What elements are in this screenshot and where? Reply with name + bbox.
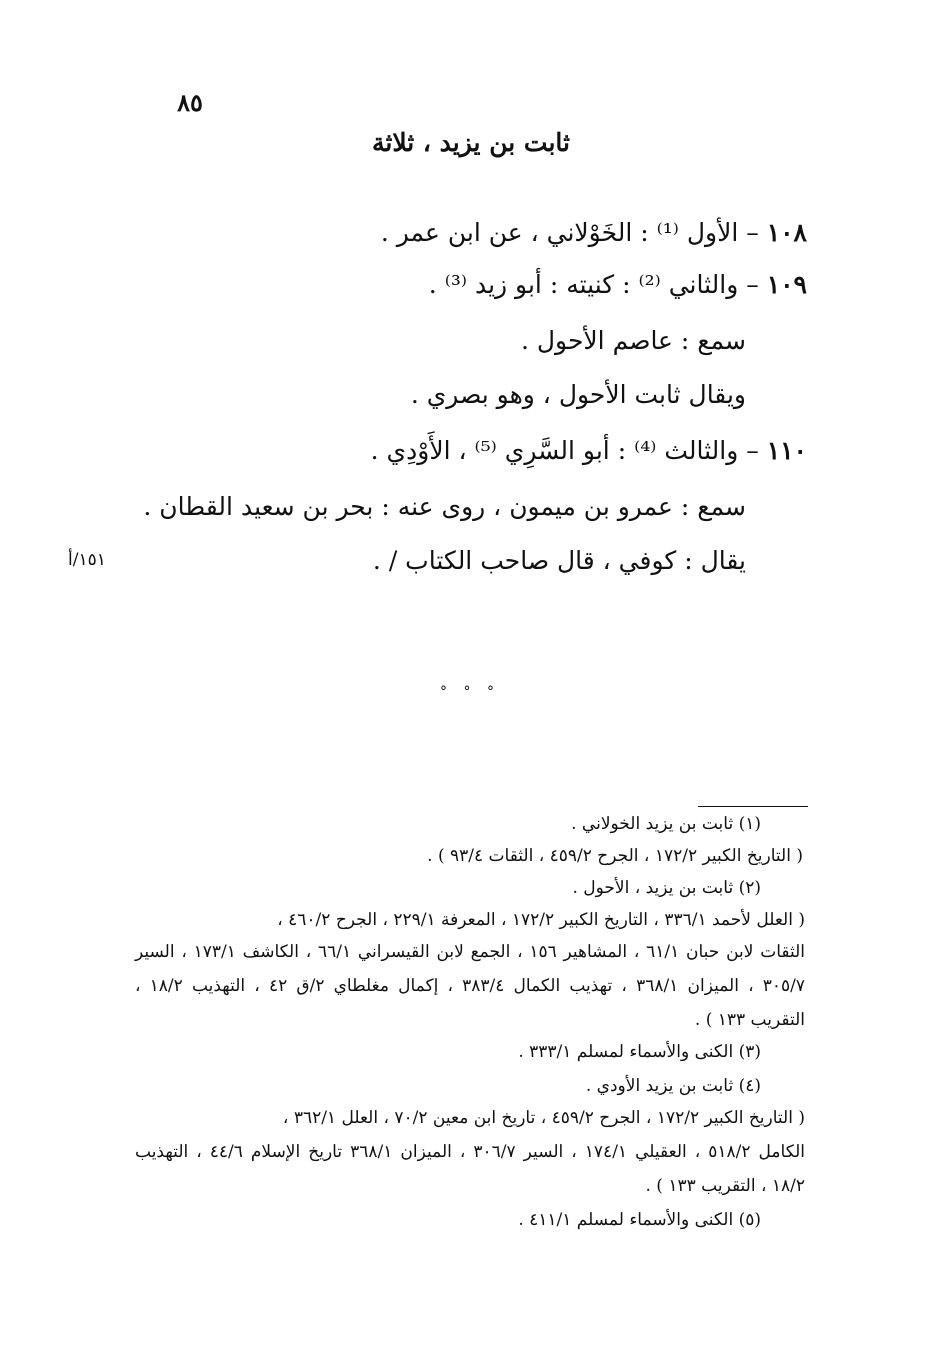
- entry-text: يقال : كوفي ، قال صاحب الكتاب / .: [372, 546, 746, 575]
- footnote-line: (٣) الكنى والأسماء لمسلم ٣٣٣/١ .: [518, 1042, 761, 1062]
- entry-109-line: [411, 380, 746, 409]
- entry-109: [429, 270, 807, 299]
- section-separator: ° ° °: [440, 684, 500, 700]
- manuscript-folio-note: ١٥١/أ: [68, 550, 106, 570]
- entry-110-line: [143, 492, 746, 521]
- footnote-line: ( التاريخ الكبير ١٧٢/٢ ، الجرح ٤٥٩/٢ ، الثقات ٩٣/٤ ) .: [427, 846, 803, 866]
- footnote-line: (٥) الكنى والأسماء لمسلم ٤١١/١ .: [518, 1210, 761, 1230]
- footnote-line: الكامل ٥١٨/٢ ، العقيلي ١٧٤/١ ، السير ٣٠٦/٧ ، الميزان ٣٦٨/١ تاريخ الإسلام ٤٤/٦ ، التهذيب: [135, 1142, 805, 1162]
- entry-text: – الأول ⁽¹⁾ : الخَوْلاني ، عن ابن عمر .: [380, 218, 767, 247]
- footnote-line: (١) ثابت بن يزيد الخولاني .: [571, 814, 761, 834]
- footnote-line: ٣٠٥/٧ ، الميزان ٣٦٨/١ ، تهذيب الكمال ٣٨٣/٤ ، إكمال مغلطاي ٢/ق ٤٢ ، التهذيب ١٨/٢ ،: [135, 976, 805, 996]
- page-title: ثابت بن يزيد ، ثلاثة: [371, 128, 570, 157]
- entry-text: سمع : عمرو بن ميمون ، روى عنه : بحر بن سعيد القطان .: [143, 492, 746, 521]
- entry-text: ويقال ثابت الأحول ، وهو بصري .: [410, 380, 746, 409]
- entry-109-line: [521, 326, 746, 355]
- footnote-line: (٤) ثابت بن يزيد الأودي .: [585, 1076, 761, 1096]
- footnote-line: ١٨/٢ ، التقريب ١٣٣ ) .: [645, 1176, 805, 1196]
- entry-number: ١٠٨: [766, 218, 807, 247]
- entry-108: [381, 218, 807, 247]
- entry-text: – والثاني ⁽²⁾ : كنيته : أبو زيد ⁽³⁾ .: [428, 270, 767, 299]
- footnote-line: الثقات لابن حبان ٦١/١ ، المشاهير ١٥٦ ، الجمع لابن القيسراني ٦٦/١ ، الكاشف ١٧٣/١ ، السير: [135, 942, 806, 962]
- entry-text: سمع : عاصم الأحول .: [521, 326, 746, 355]
- footnote-line: ( التاريخ الكبير ١٧٢/٢ ، الجرح ٤٥٩/٢ ، تاريخ ابن معين ٧٠/٢ ، العلل ٣٦٢/١ ،: [282, 1108, 805, 1128]
- footnote-line: التقريب ١٣٣ ) .: [694, 1010, 805, 1030]
- footnote-line: ( العلل لأحمد ٣٣٦/١ ، التاريخ الكبير ١٧٢/٢ ، المعرفة ٢٢٩/١ ، الجرح ٤٦٠/٢ ،: [277, 910, 805, 930]
- entry-text: – والثالث ⁽⁴⁾ : أبو السَّرِي ⁽⁵⁾ ، الأَوْدِي .: [370, 436, 767, 465]
- entry-number: ١٠٩: [766, 270, 807, 299]
- entry-110: [371, 436, 807, 465]
- entry-number: ١١٠: [766, 436, 807, 465]
- footnote-divider: [698, 806, 808, 807]
- entry-110-line: [373, 546, 746, 575]
- footnote-line: (٢) ثابت بن يزيد ، الأحول .: [572, 878, 761, 898]
- page-number: ٨٥: [177, 88, 203, 117]
